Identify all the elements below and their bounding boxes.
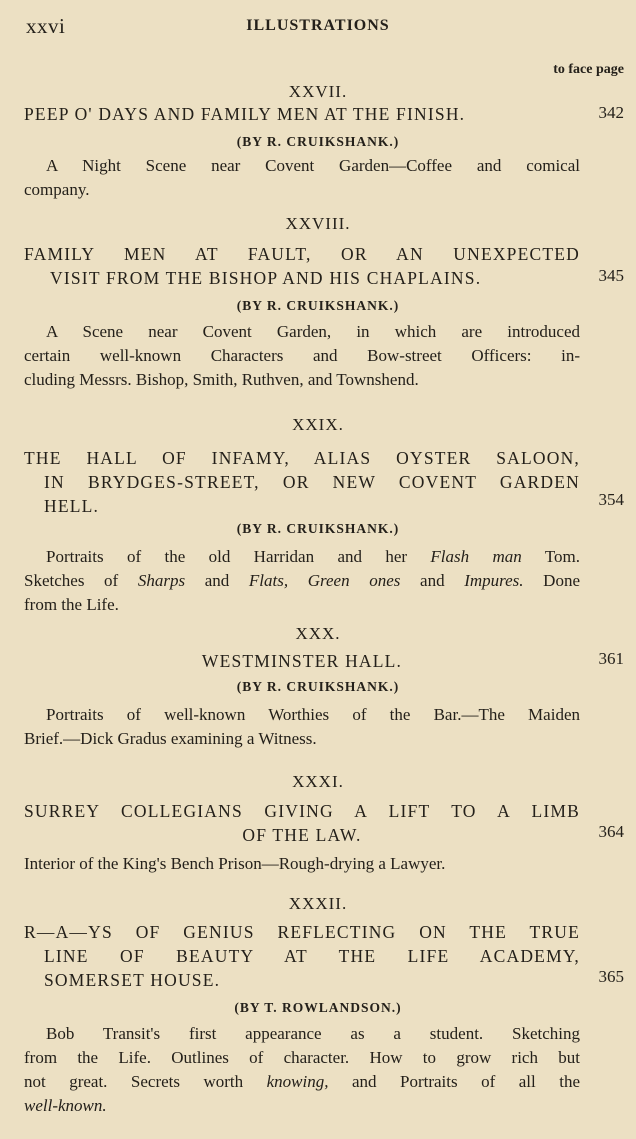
plate-numeral: XXX. xyxy=(295,624,341,643)
plate-numeral: XXVII. xyxy=(288,82,348,101)
plate-artist: (BY R. CRUIKSHANK.) xyxy=(236,521,400,536)
description-line: A Night Scene near Covent Garden—Coffee and comical xyxy=(46,156,580,175)
plate-description xyxy=(24,545,580,617)
page-folio: xxvi xyxy=(26,14,66,38)
plate-numeral: XXXII. xyxy=(288,894,348,913)
plate-artist: (BY R. CRUIKSHANK.) xyxy=(236,679,400,694)
plate-page-number: 365 xyxy=(598,967,624,986)
description-line: Portraits of the old Harridan and her Flash man Tom. xyxy=(46,547,580,566)
description-line: Sketches of Sharps and Flats, Green ones and Impures. Done xyxy=(24,571,581,590)
plate-title-line: FAMILY MEN AT FAULT, OR AN UNEXPECTED xyxy=(24,244,580,264)
description-line: company. xyxy=(24,180,90,199)
plate-title-line: LINE OF BEAUTY AT THE LIFE ACADEMY, xyxy=(44,946,580,966)
description-line: from the Life. xyxy=(24,595,119,614)
column-label: to face page xyxy=(553,62,624,77)
plate-title-line: PEEP O' DAYS AND FAMILY MEN AT THE FINISH. xyxy=(24,104,466,124)
running-head xyxy=(26,14,610,42)
plate-description xyxy=(24,320,580,392)
plate-title-line: THE HALL OF INFAMY, ALIAS OYSTER SALOON, xyxy=(24,448,580,468)
plate-title-line: SURREY COLLEGIANS GIVING A LIFT TO A LIMB xyxy=(24,801,580,821)
plate-page-number: 342 xyxy=(598,103,624,122)
plate-artist: (BY R. CRUIKSHANK.) xyxy=(236,134,400,149)
description-line: not great. Secrets worth knowing, and Portraits of all the xyxy=(24,1072,580,1091)
description-line: Brief.—Dick Gradus examining a Witness. xyxy=(24,729,317,748)
plate-page-number: 361 xyxy=(598,649,624,668)
description-line: certain well-known Characters and Bow-street Officers: in- xyxy=(24,346,580,365)
plate-numeral: XXVIII. xyxy=(285,214,351,233)
description-line: Portraits of well-known Worthies of the Bar.—The Maiden xyxy=(46,705,580,724)
plate-page-number: 354 xyxy=(598,490,624,509)
plate-description xyxy=(24,852,580,876)
plate-title-line: IN BRYDGES-STREET, OR NEW COVENT GARDEN xyxy=(44,472,580,492)
plate-description xyxy=(24,1022,580,1118)
plate-title-line: SOMERSET HOUSE. xyxy=(44,970,221,990)
plate-title-line: HELL. xyxy=(44,496,100,516)
running-title: ILLUSTRATIONS xyxy=(246,17,390,34)
description-line: A Scene near Covent Garden, in which are introduced xyxy=(46,322,580,341)
plate-description xyxy=(24,703,580,751)
plate-page-number: 345 xyxy=(598,266,624,285)
plate-artist: (BY R. CRUIKSHANK.) xyxy=(236,298,400,313)
plate-numeral: XXIX. xyxy=(292,415,344,434)
description-line: cluding Messrs. Bishop, Smith, Ruthven, and Townshend. xyxy=(24,370,419,389)
plate-title-line: VISIT FROM THE BISHOP AND HIS CHAPLAINS. xyxy=(50,268,482,288)
plate-title-line: R—A—YS OF GENIUS REFLECTING ON THE TRUE xyxy=(24,922,580,942)
plate-artist: (BY T. ROWLANDSON.) xyxy=(234,1000,402,1015)
description-line: well-known. xyxy=(24,1096,107,1115)
plate-page-number: 364 xyxy=(598,822,624,841)
plate-description xyxy=(24,154,580,202)
plate-title-line: OF THE LAW. xyxy=(242,825,362,845)
description-line: Interior of the King's Bench Prison—Rough-drying a Lawyer. xyxy=(24,854,446,873)
plate-numeral: XXXI. xyxy=(292,772,344,791)
description-line: Bob Transit's first appearance as a student. Sketching xyxy=(46,1024,580,1043)
plate-title-line: WESTMINSTER HALL. xyxy=(201,651,403,671)
description-line: from the Life. Outlines of character. How to grow rich but xyxy=(24,1048,580,1067)
